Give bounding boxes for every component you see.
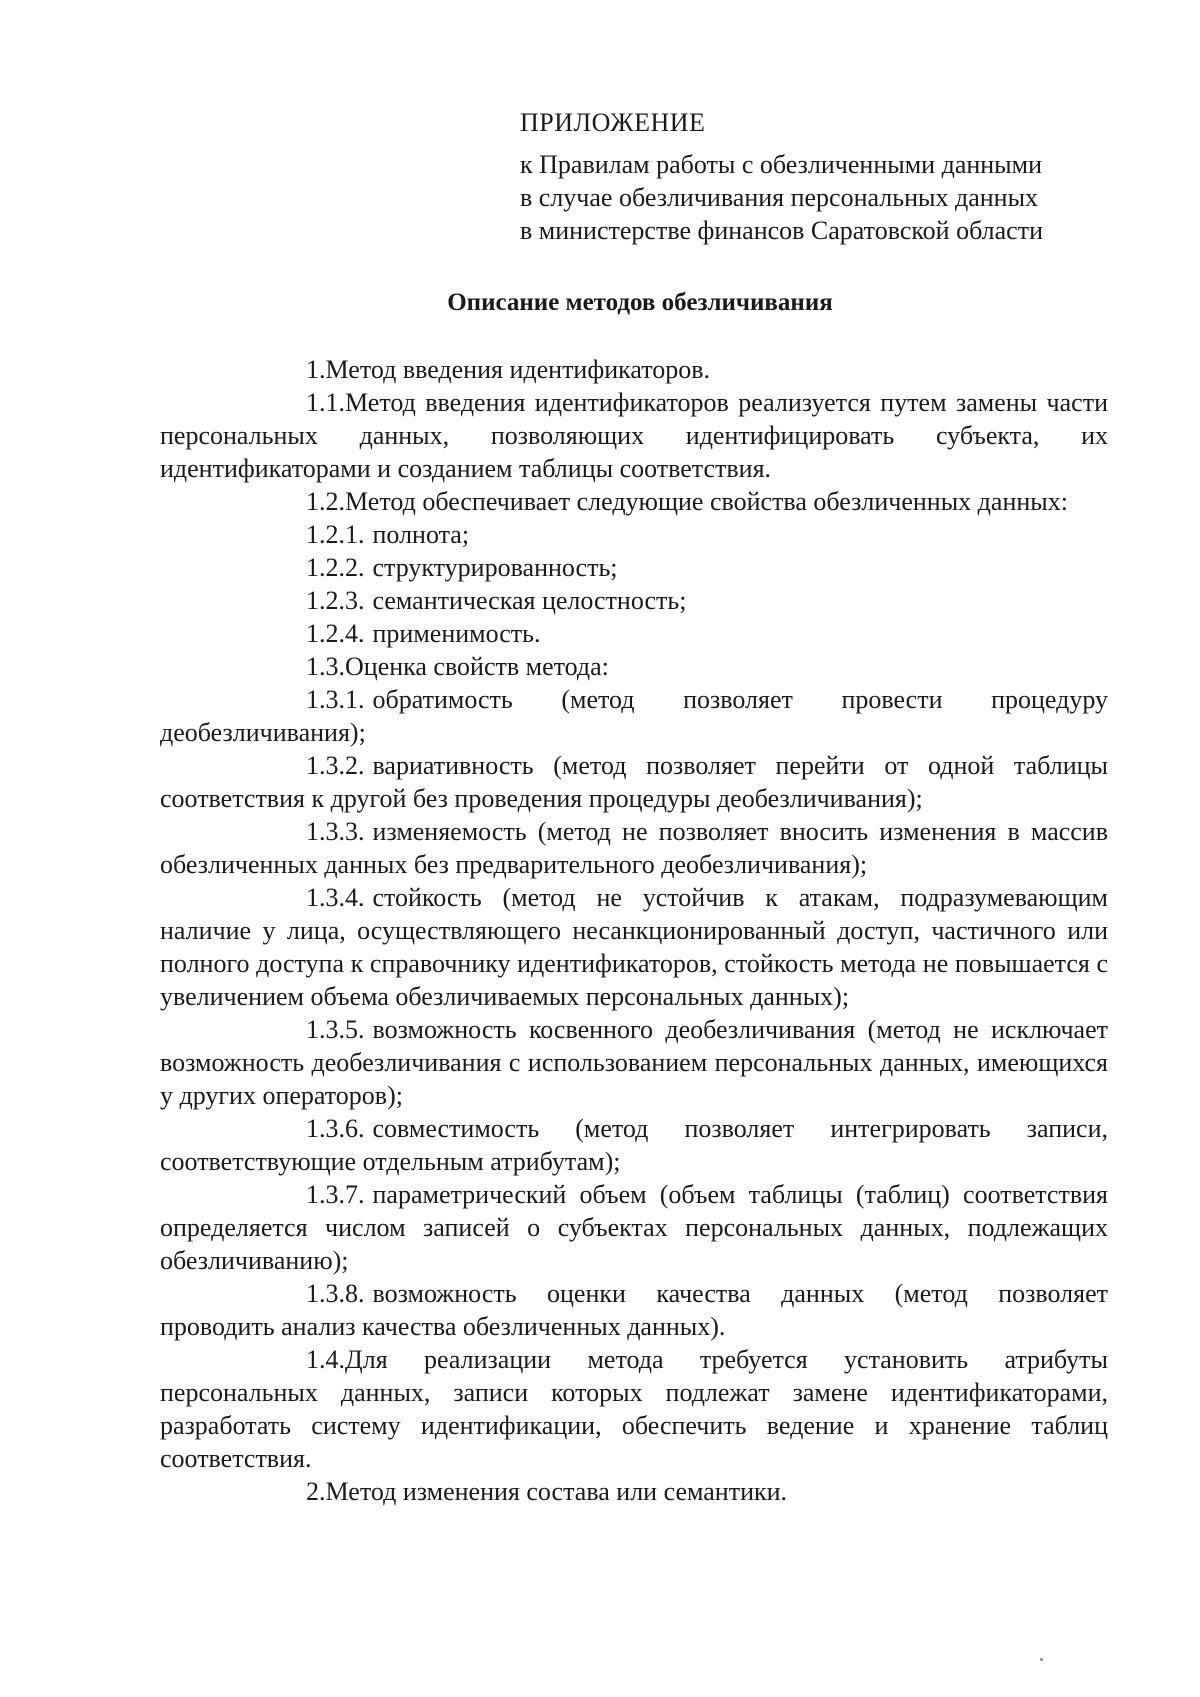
- scan-speck: [1040, 1658, 1043, 1661]
- paragraph-number: 1.: [306, 355, 326, 384]
- paragraph: [160, 518, 1108, 551]
- paragraph: [160, 584, 1108, 617]
- paragraph-number: 1.2.1.: [306, 520, 365, 549]
- appendix-line: в министерстве финансов Саратовской области: [520, 216, 1043, 245]
- paragraph-number: 1.3.5.: [306, 1015, 365, 1044]
- paragraph-number: 1.2.: [306, 487, 345, 516]
- paragraph-text: Метод обеспечивает следующие свойства обезличенных данных:: [345, 487, 1068, 516]
- paragraph: [160, 683, 1108, 749]
- paragraph: [160, 1112, 1108, 1178]
- paragraph-text: обратимость (метод позволяет провести процедуру деобезличивания);: [160, 685, 1108, 747]
- paragraph: [160, 881, 1108, 1013]
- paragraph-text: Для реализации метода требуется установить атрибуты персональных данных, записи которых подлежат замене идентификаторами, разработать систему идентификации, обеспечить ведение и хранение таблиц соответствия.: [160, 1345, 1108, 1473]
- paragraph: [160, 650, 1108, 683]
- paragraph-text: Метод изменения состава или семантики.: [325, 1477, 788, 1506]
- appendix-line: в случае обезличивания персональных данных: [520, 183, 1039, 212]
- paragraph-text: совместимость (метод позволяет интегрировать записи, соответствующие отдельным атрибутам);: [160, 1114, 1108, 1176]
- appendix-line: к Правилам работы с обезличенными данными: [520, 150, 1043, 179]
- paragraph-number: 1.3.2.: [306, 751, 365, 780]
- paragraph-text: вариативность (метод позволяет перейти от одной таблицы соответствия к другой без проведения процедуры деобезличивания);: [160, 751, 1108, 813]
- paragraph: [160, 386, 1108, 485]
- paragraph-text: изменяемость (метод не позволяет вносить изменения в массив обезличенных данных без предварительного деобезличивания);: [160, 817, 1108, 879]
- paragraph-text: возможность оценки качества данных (метод позволяет проводить анализ качества обезличенных данных).: [160, 1279, 1108, 1341]
- paragraph-text: возможность косвенного деобезличивания (метод не исключает возможность деобезличивания с использованием персональных данных, имеющихся у других операторов);: [160, 1015, 1108, 1110]
- appendix-header: [520, 108, 1160, 247]
- paragraph-number: 2.: [306, 1477, 326, 1506]
- paragraph-text: параметрический объем (объем таблицы (таблиц) соответствия определяется числом записей о субъектах персональных данных, подлежащих обезличиванию);: [160, 1180, 1108, 1275]
- paragraph-number: 1.1.: [306, 388, 345, 417]
- paragraph-text: Метод введения идентификаторов.: [325, 355, 711, 384]
- paragraph: [160, 1178, 1108, 1277]
- document-title: Описание методов обезличивания: [447, 289, 833, 316]
- paragraph-number: 1.3.: [306, 652, 345, 681]
- paragraph: [160, 353, 1108, 386]
- paragraph: [160, 1475, 1108, 1508]
- paragraph-number: 1.2.4.: [306, 619, 365, 648]
- appendix-title: ПРИЛОЖЕНИЕ: [520, 108, 706, 137]
- paragraph-text: структурированность;: [372, 553, 618, 582]
- paragraph-text: Оценка свойств метода:: [345, 652, 609, 681]
- paragraph-number: 1.2.3.: [306, 586, 365, 615]
- paragraph-text: применимость.: [372, 619, 541, 648]
- paragraph-number: 1.3.6.: [306, 1114, 365, 1143]
- paragraph-number: 1.3.1.: [306, 685, 365, 714]
- paragraph-number: 1.3.8.: [306, 1279, 365, 1308]
- paragraph-text: семантическая целостность;: [372, 586, 687, 615]
- paragraph-number: 1.3.7.: [306, 1180, 365, 1209]
- paragraph-number: 1.4.: [306, 1345, 345, 1374]
- document-body: [160, 353, 1108, 1508]
- paragraph: [160, 617, 1108, 650]
- paragraph: [160, 815, 1108, 881]
- paragraph-number: 1.3.4.: [306, 883, 365, 912]
- paragraph: [160, 1013, 1108, 1112]
- paragraph-number: 1.2.2.: [306, 553, 365, 582]
- paragraph-text: Метод введения идентификаторов реализуется путем замены части персональных данных, позволяющих идентифицировать субъекта, их идентификаторами и созданием таблицы соответствия.: [160, 388, 1108, 483]
- paragraph: [160, 749, 1108, 815]
- paragraph: [160, 1277, 1108, 1343]
- paragraph-number: 1.3.3.: [306, 817, 365, 846]
- paragraph: [160, 551, 1108, 584]
- paragraph: [160, 485, 1108, 518]
- paragraph-text: полнота;: [372, 520, 470, 549]
- paragraph: [160, 1343, 1108, 1475]
- paragraph-text: стойкость (метод не устойчив к атакам, подразумевающим наличие у лица, осуществляющего несанкционированный доступ, частичного или полного доступа к справочнику идентификаторов, стойкость метода не повышается с увеличением объема обезличиваемых персональных данных);: [160, 883, 1108, 1011]
